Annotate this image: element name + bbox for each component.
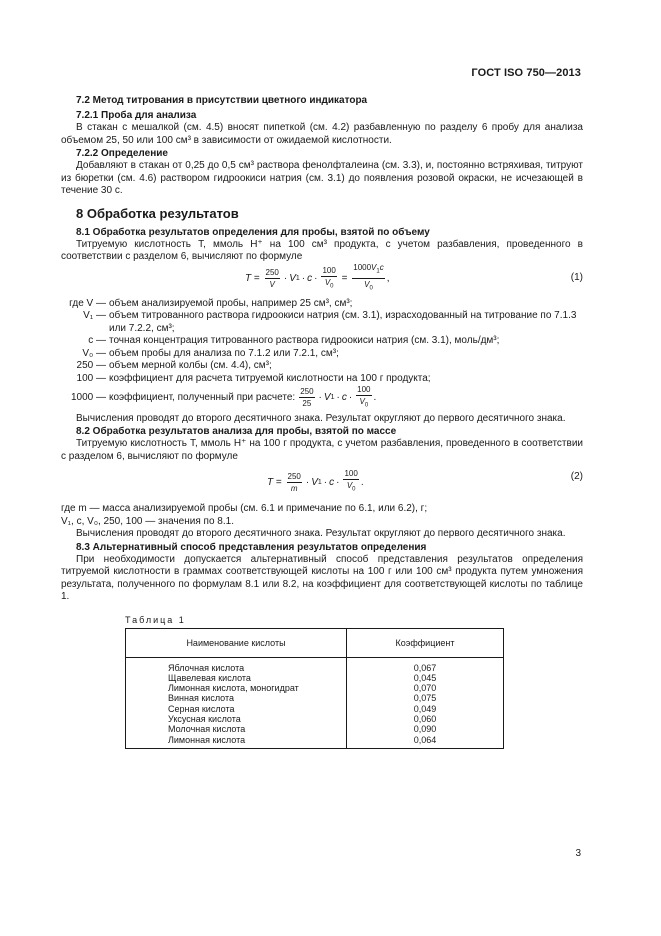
where-symbol: V₀ — bbox=[82, 347, 106, 359]
where-item bbox=[61, 298, 583, 311]
table-cell-coefficient: 0,064 bbox=[413, 734, 437, 745]
formula-1000-expression: $\frac{250}{25}$ · V 1 · c · $\frac{100}{V_0}$ . bbox=[300, 385, 377, 409]
where-item-1000 bbox=[61, 385, 583, 411]
table-cell-coefficient: 0,060 bbox=[413, 714, 437, 725]
where-item bbox=[61, 373, 583, 386]
table-1 bbox=[125, 628, 504, 749]
where-item bbox=[61, 348, 583, 361]
where-symbol: 250 — bbox=[76, 360, 106, 371]
where-text: коэффициент, полученный при расчете: bbox=[109, 391, 296, 403]
formula-2 bbox=[61, 463, 583, 503]
section-7-2-1-title: 7.2.1 Проба для анализа bbox=[76, 110, 197, 121]
section-8-3-text: При необходимости допускается альтернативный способ представления результатов определения титруемой кислотности в граммах соответствующей кислоты на 100 г или 100 см³ продукта путем умножения результата, полученного по формулам 8.1 или 8.2, на коэффициент для соответствующей кислоты по таблице 1. bbox=[61, 553, 583, 603]
where-item bbox=[61, 310, 583, 335]
where2-line-2: V₁, c, V₀, 250, 100 — значения по 8.1. bbox=[61, 515, 234, 527]
formula-2-number: (2) bbox=[570, 471, 583, 483]
section-8-title: 8 Обработка результатов bbox=[76, 205, 239, 221]
where-symbol: где V — bbox=[69, 297, 106, 309]
section-8-1-text: Титруемую кислотность T, ммоль H⁺ на 100 см³ продукта, с учетом разбавления, проведенного в соответствии с разделом 6, вычисляют по формуле bbox=[61, 238, 583, 262]
table-cell-coefficient: 0,075 bbox=[413, 693, 437, 704]
formula-1-expression: T = $\frac{250}{V}$ · V 1 · c · $\frac{100}{V_0}$ = $\frac{1000V_1c}{V_0}$ , bbox=[245, 263, 390, 292]
formula-2-expression: T = $\frac{250}{m}$ · V 1 · c · $\frac{100}{V_0}$ . bbox=[267, 469, 364, 493]
table-cell-acid-name: Уксусная кислота bbox=[168, 714, 241, 725]
section-7-2-2-title: 7.2.2 Определение bbox=[76, 148, 168, 159]
where-symbol: V₁ — bbox=[83, 310, 106, 321]
where-item bbox=[61, 335, 583, 348]
where-symbol: 1000 — bbox=[70, 391, 106, 403]
section-8-2-title: 8.2 Обработка результатов анализа для пробы, взятой по массе bbox=[76, 426, 397, 438]
table-1-caption: Таблица 1 bbox=[125, 614, 186, 625]
table-cell-acid-name: Лимонная кислота bbox=[168, 734, 246, 745]
formula-1-number: (1) bbox=[570, 271, 583, 283]
where2-line-1: где m — масса анализируемой пробы (см. 6.1 и примечание по 6.1, или 6.2), г; bbox=[61, 503, 428, 515]
section-7-2-2-text: Добавляют в стакан от 0,25 до 0,5 см³ раствора фенолфталеина (см. 3.3), и, постоянно встряхивая, титруют из бюретки (см. 4.6) раствором гидроокиси натрия (см. 3.1) до появления розовой окраски, не исчезающей в течение 30 с. bbox=[61, 160, 583, 196]
table-cell-coefficient: 0,045 bbox=[413, 672, 437, 683]
table-cell-acid-name: Щавелевая кислота bbox=[168, 672, 251, 683]
where-text: коэффициент для расчета титруемой кислотности на 100 г продукта; bbox=[109, 372, 431, 384]
section-7-2-1-text: В стакан с мешалкой (см. 4.5) вносят пипеткой (см. 4.2) разбавленную по разделу 6 пробу для анализа объемом 25, 50 или 100 см³ в зависимости от ожидаемой кислотности. bbox=[61, 122, 583, 146]
table-header-coefficient: Коэффициент bbox=[347, 628, 504, 657]
where-text: объем титрованного раствора гидроокиси натрия (см. 3.1), израсходованный на титрование по 7.1.3 или 7.2.2, см³; bbox=[109, 310, 577, 334]
table-cell-coefficient: 0,049 bbox=[413, 703, 437, 714]
where-text: объем анализируемой пробы, например 25 см³, см³; bbox=[109, 297, 353, 309]
document-header: ГОСТ ISO 750—2013 bbox=[471, 67, 581, 79]
table-cell-coefficient: 0,070 bbox=[413, 683, 437, 694]
table-header-acid-name: Наименование кислоты bbox=[126, 628, 347, 657]
document-body bbox=[61, 94, 583, 749]
table-cell-acid-name: Молочная кислота bbox=[168, 724, 246, 735]
section-8-3-title: 8.3 Альтернативный способ представления результатов определения bbox=[76, 541, 427, 553]
where-item bbox=[61, 360, 583, 373]
where-symbol: 100 — bbox=[76, 372, 106, 384]
table-cell-acid-name: Винная кислота bbox=[168, 693, 235, 704]
section-8-2-text: Титруемую кислотность T, ммоль H⁺ на 100 г продукта, с учетом разбавления, проведенного в соответствии с разделом 6, вычисляют по формуле bbox=[61, 438, 583, 462]
where-text: объем пробы для анализа по 7.1.2 или 7.2.1, см³; bbox=[109, 347, 339, 359]
formula-1 bbox=[61, 264, 583, 298]
section-8-1-title: 8.1 Обработка результатов определения для пробы, взятой по объему bbox=[76, 226, 430, 238]
where-text: точная концентрация титрованного раствора гидроокиси натрия (см. 3.1), моль/дм³; bbox=[109, 335, 500, 346]
calc-note-2: Вычисления проводят до второго десятичного знака. Результат округляют до первого десятичного знака. bbox=[76, 528, 566, 540]
table-cell-acid-name: Серная кислота bbox=[168, 703, 235, 714]
where-list-1 bbox=[61, 298, 583, 386]
section-7-2-title: 7.2 Метод титрования в присутствии цветного индикатора bbox=[76, 95, 368, 106]
calc-note-1: Вычисления проводят до второго десятичного знака. Результат округляют до первого десятичного знака. bbox=[76, 412, 566, 424]
table-cell-acid-name: Лимонная кислота, моногидрат bbox=[168, 683, 299, 694]
page-number: 3 bbox=[575, 848, 581, 859]
table-cell-acid-name: Яблочная кислота bbox=[168, 662, 245, 673]
table-acid-names bbox=[126, 657, 347, 748]
table-cell-coefficient: 0,067 bbox=[413, 662, 437, 673]
table-coefficients bbox=[347, 657, 504, 748]
table-cell-coefficient: 0,090 bbox=[413, 724, 437, 735]
where-text: объем мерной колбы (см. 4.4), см³; bbox=[109, 360, 272, 371]
where-symbol: c — bbox=[88, 335, 106, 346]
